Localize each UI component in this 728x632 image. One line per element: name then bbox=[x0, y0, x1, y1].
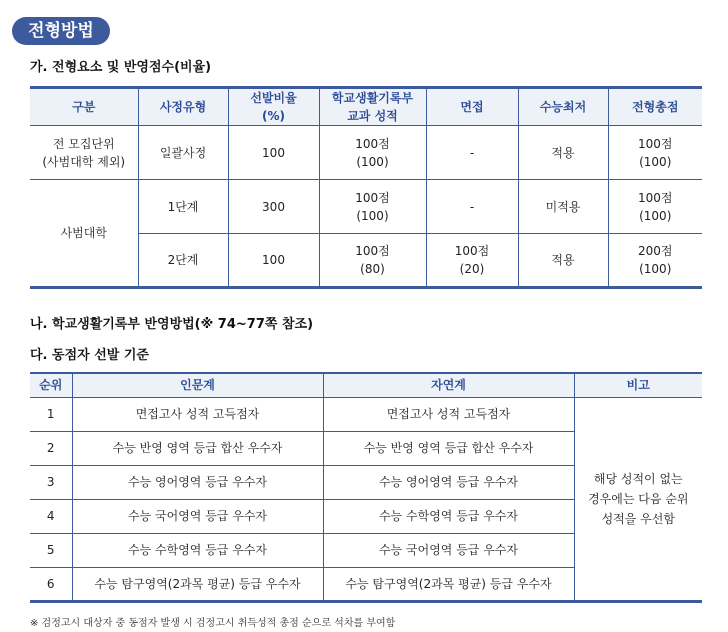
tiebreak-table-header bbox=[30, 373, 702, 397]
cell-interview: - bbox=[426, 126, 518, 180]
cell-record: 100점 (80) bbox=[319, 234, 426, 288]
cell-interview: 100점 (20) bbox=[426, 234, 518, 288]
header-remark: 비고 bbox=[574, 373, 702, 397]
cell-type: 1단계 bbox=[138, 180, 228, 234]
cell-interview: - bbox=[426, 180, 518, 234]
header-record: 학교생활기록부 교과 성적 bbox=[319, 88, 426, 126]
cell-rank: 3 bbox=[30, 465, 72, 499]
header-interview: 면접 bbox=[426, 88, 518, 126]
cell-csat: 적용 bbox=[518, 126, 608, 180]
cell-remark: 해당 성적이 없는 경우에는 다음 순위 성적을 우선함 bbox=[574, 397, 702, 601]
cell-science: 수능 영어영역 등급 우수자 bbox=[323, 465, 574, 499]
cell-ratio: 300 bbox=[228, 180, 319, 234]
cell-category: 사범대학 bbox=[30, 180, 138, 288]
cell-record: 100점 (100) bbox=[319, 180, 426, 234]
cell-type: 일괄사정 bbox=[138, 126, 228, 180]
tiebreak-table bbox=[30, 372, 702, 603]
section-title-b: 나. 학교생활기록부 반영방법(※ 74~77쪽 참조) bbox=[30, 317, 314, 332]
header-science: 자연계 bbox=[323, 373, 574, 397]
header-ratio: 선발비율 (%) bbox=[228, 88, 319, 126]
cell-record: 100점 (100) bbox=[319, 126, 426, 180]
header-category: 구분 bbox=[30, 88, 138, 126]
cell-humanities: 수능 국어영역 등급 우수자 bbox=[72, 499, 323, 533]
score-table-header bbox=[30, 88, 702, 126]
cell-science: 수능 탐구영역(2과목 평균) 등급 우수자 bbox=[323, 567, 574, 601]
cell-science: 수능 수학영역 등급 우수자 bbox=[323, 499, 574, 533]
cell-humanities: 면접고사 성적 고득점자 bbox=[72, 397, 323, 431]
cell-ratio: 100 bbox=[228, 126, 319, 180]
header-rank: 순위 bbox=[30, 373, 72, 397]
cell-science: 수능 국어영역 등급 우수자 bbox=[323, 533, 574, 567]
cell-rank: 1 bbox=[30, 397, 72, 431]
table-row bbox=[30, 126, 702, 180]
header-humanities: 인문계 bbox=[72, 373, 323, 397]
footnote: ※ 검정고시 대상자 중 동점자 발생 시 검정고시 취득성적 총점 순으로 석차를 부여함 bbox=[30, 618, 396, 629]
score-table bbox=[30, 86, 702, 289]
cell-humanities: 수능 수학영역 등급 우수자 bbox=[72, 533, 323, 567]
cell-csat: 적용 bbox=[518, 234, 608, 288]
section-title-c: 다. 동점자 선발 기준 bbox=[30, 348, 149, 363]
cell-category: 전 모집단위 (사범대학 제외) bbox=[42, 136, 126, 169]
table-row bbox=[30, 180, 702, 234]
cell-science: 면접고사 성적 고득점자 bbox=[323, 397, 574, 431]
table-row bbox=[30, 397, 702, 431]
cell-total: 100점 (100) bbox=[608, 126, 702, 180]
cell-rank: 2 bbox=[30, 431, 72, 465]
header-type: 사정유형 bbox=[138, 88, 228, 126]
header-total: 전형총점 bbox=[608, 88, 702, 126]
cell-humanities: 수능 탐구영역(2과목 평균) 등급 우수자 bbox=[72, 567, 323, 601]
cell-total: 100점 (100) bbox=[608, 180, 702, 234]
cell-total: 200점 (100) bbox=[608, 234, 702, 288]
cell-csat: 미적용 bbox=[518, 180, 608, 234]
cell-rank: 6 bbox=[30, 567, 72, 601]
cell-type: 2단계 bbox=[138, 234, 228, 288]
section-title-a: 가. 전형요소 및 반영점수(비율) bbox=[30, 60, 212, 75]
cell-humanities: 수능 반영 영역 등급 합산 우수자 bbox=[72, 431, 323, 465]
cell-rank: 5 bbox=[30, 533, 72, 567]
cell-humanities: 수능 영어영역 등급 우수자 bbox=[72, 465, 323, 499]
cell-ratio: 100 bbox=[228, 234, 319, 288]
header-csat: 수능최저 bbox=[518, 88, 608, 126]
cell-rank: 4 bbox=[30, 499, 72, 533]
cell-science: 수능 반영 영역 등급 합산 우수자 bbox=[323, 431, 574, 465]
section-badge: 전형방법 bbox=[12, 17, 110, 45]
